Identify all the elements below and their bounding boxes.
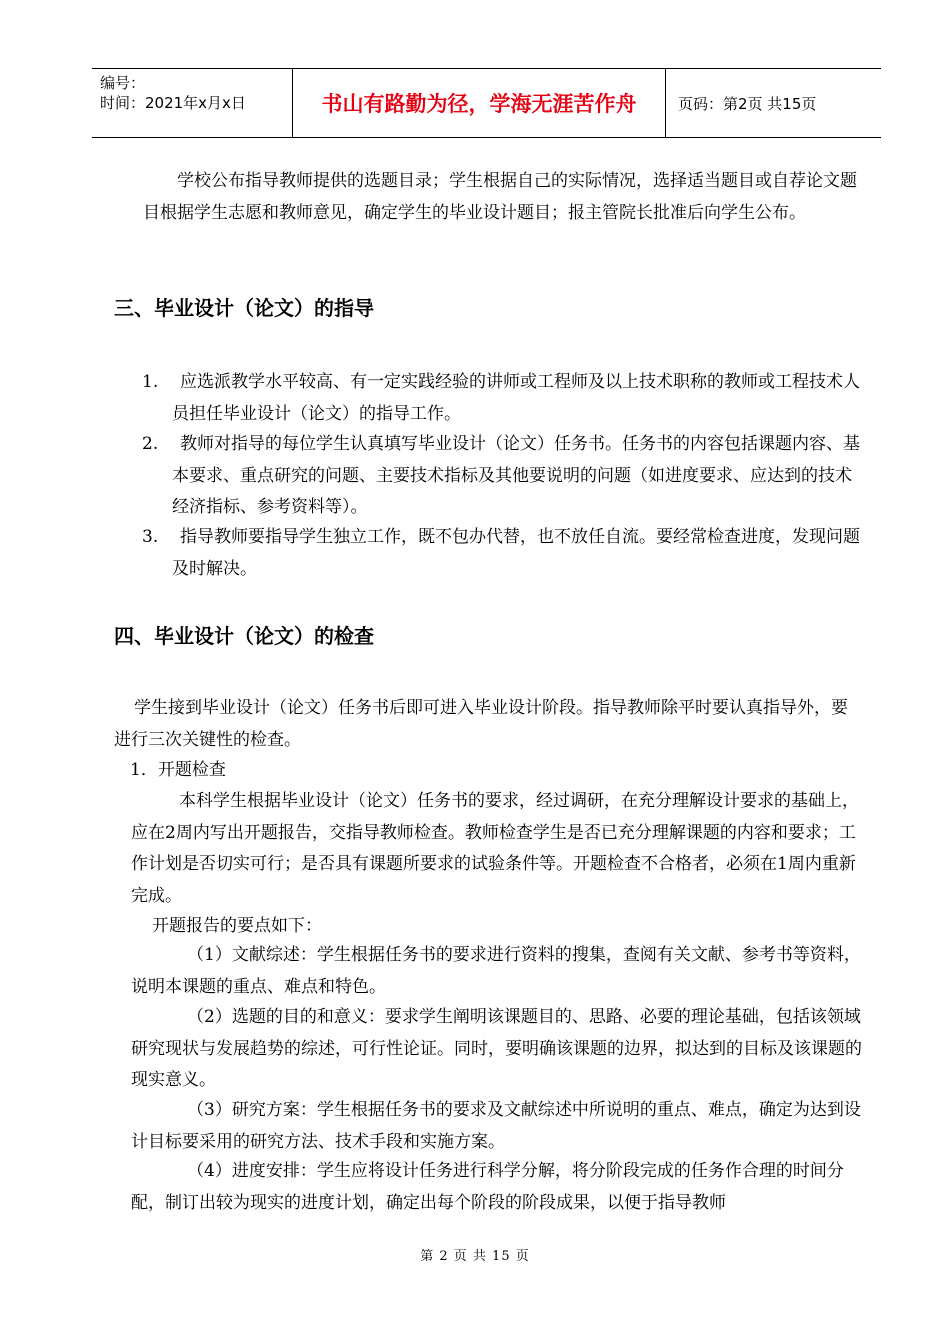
document-header — [92, 68, 881, 138]
header-page-code: 页码：第2页 共15页 — [678, 94, 817, 113]
list-item-number: 1. — [142, 372, 159, 392]
list-item-number: 3. — [142, 527, 159, 547]
subsection-title: 1．开题检查 — [130, 760, 226, 780]
list-item-text: 应选派教学水平较高、有一定实践经验的讲师或工程师及以上技术职称的教师或工程技术人员担任毕业设计（论文）的指导工作。 — [172, 372, 860, 424]
header-meta — [92, 69, 293, 137]
subsection-paragraph: 本科学生根据毕业设计（论文）任务书的要求，经过调研，在充分理解设计要求的基础上，应在2周内写出开题报告，交指导教师检查。教师检查学生是否已充分理解课题的内容和要求；工作计划是否切实可行；是否具有课题所要求的试验条件等。开题检查不合格者，必须在1周内重新完成。 — [131, 791, 859, 906]
report-point: （4）进度安排：学生应将设计任务进行科学分解，将分阶段完成的任务作合理的时间分配，制订出较为现实的进度计划，确定出每个阶段的阶段成果，以便于指导教师 — [131, 1161, 844, 1213]
intro-paragraph: 学校公布指导教师提供的选题目录；学生根据自己的实际情况，选择适当题目或自荐论文题目根据学生志愿和教师意见，确定学生的毕业设计题目；报主管院长批准后向学生公布。 — [143, 171, 857, 223]
section3-heading: 三、毕业设计（论文）的指导 — [114, 296, 374, 320]
list-item-text: 教师对指导的每位学生认真填写毕业设计（论文）任务书。任务书的内容包括课题内容、基本要求、重点研究的问题、主要技术指标及其他要说明的问题（如进度要求、应达到的技术经济指标、参考资料等）。 — [172, 434, 860, 517]
list-item-number: 2. — [142, 434, 159, 454]
number-label: 编号： — [100, 74, 146, 92]
list-item-text: 指导教师要指导学生独立工作，既不包办代替，也不放任自流。要经常检查进度，发现问题及时解决。 — [172, 527, 860, 579]
report-point: （2）选题的目的和意义：要求学生阐明该课题目的、思路、必要的理论基础，包括该领域研究现状与发展趋势的综述，可行性论证。同时，要明确该课题的边界，拟达到的目标及该课题的现实意义。 — [131, 1007, 862, 1090]
report-point: （1）文献综述：学生根据任务书的要求进行资料的搜集，查阅有关文献、参考书等资料，说明本课题的重点、难点和特色。 — [131, 945, 861, 997]
section4-intro: 学生接到毕业设计（论文）任务书后即可进入毕业设计阶段。指导教师除平时要认真指导外，要进行三次关键性的检查。 — [114, 698, 848, 750]
section4-heading: 四、毕业设计（论文）的检查 — [114, 624, 374, 648]
report-point: （3）研究方案：学生根据任务书的要求及文献综述中所说明的重点、难点，确定为达到设计目标要采用的研究方法、技术手段和实施方案。 — [131, 1100, 861, 1152]
report-points-title: 开题报告的要点如下： — [152, 916, 322, 936]
header-motto: 书山有路勤为径，学海无涯苦作舟 — [293, 69, 666, 137]
page-footer: 第 2 页 共 15 页 — [420, 1249, 530, 1264]
time-label: 时间：2021年x月x日 — [100, 94, 246, 112]
